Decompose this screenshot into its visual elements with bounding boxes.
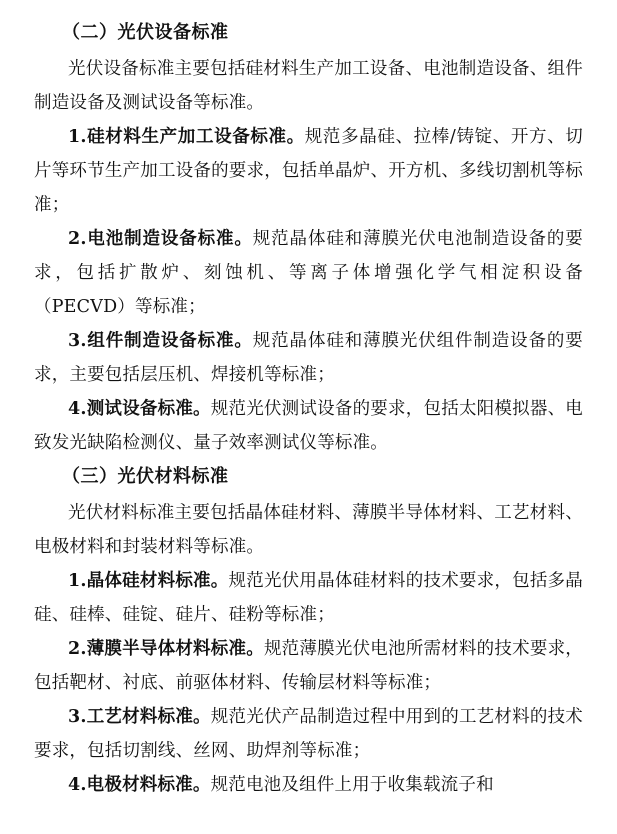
section-heading-3: （三）光伏材料标准 [62,466,229,487]
paragraph-3-2 [34,632,583,700]
paragraph-lead: 3.组件制造设备标准。 [68,331,253,351]
paragraph-3-1 [34,564,583,632]
paragraph-3-intro [34,496,583,564]
paragraph-text: 规范晶体硅和薄膜光伏电池制造设备的要求，包括扩散炉、刻蚀机、等离子体增强化学气相淀积设备（PECVD）等标准； [34,229,583,317]
paragraph-text: 规范薄膜光伏电池所需材料的技术要求，包括靶材、衬底、前驱体材料、传输层材料等标准； [34,639,583,693]
paragraph-lead: 2.薄膜半导体材料标准。 [68,639,264,659]
paragraph-text: 规范多晶硅、拉棒/铸锭、开方、切片等环节生产加工设备的要求，包括单晶炉、开方机、多线切割机等标准； [34,127,583,215]
paragraph-lead: 4.测试设备标准。 [68,399,211,419]
paragraph-2-3 [34,324,583,392]
paragraph-3-4 [34,768,583,802]
paragraph-lead: 2.电池制造设备标准。 [68,229,253,249]
paragraph-lead: 4.电极材料标准。 [68,775,211,795]
section-heading-2: （二）光伏设备标准 [62,22,229,43]
paragraph-text: 规范光伏测试设备的要求，包括太阳模拟器、电致发光缺陷检测仪、量子效率测试仪等标准。 [34,399,583,453]
paragraph-text: 规范光伏产品制造过程中用到的工艺材料的技术要求，包括切割线、丝网、助焊剂等标准； [34,707,583,761]
paragraph-3-3 [34,700,583,768]
paragraph-2-4 [34,392,583,460]
paragraph-text: 规范电池及组件上用于收集载流子和 [210,775,494,795]
paragraph-2-intro [34,52,583,120]
paragraph-text: 规范晶体硅和薄膜光伏组件制造设备的要求，主要包括层压机、焊接机等标准； [34,331,583,385]
paragraph-lead: 1.晶体硅材料标准。 [68,571,229,591]
paragraph-lead: 1.硅材料生产加工设备标准。 [68,127,305,147]
paragraph-lead: 3.工艺材料标准。 [68,707,211,727]
paragraph-2-1 [34,120,583,222]
paragraph-text: 光伏材料标准主要包括晶体硅材料、薄膜半导体材料、工艺材料、电极材料和封装材料等标准。 [34,503,583,557]
paragraph-2-2 [34,222,583,324]
paragraph-text: 光伏设备标准主要包括硅材料生产加工设备、电池制造设备、组件制造设备及测试设备等标准。 [34,59,583,113]
paragraph-text: 规范光伏用晶体硅材料的技术要求，包括多晶硅、硅棒、硅锭、硅片、硅粉等标准； [34,571,583,625]
